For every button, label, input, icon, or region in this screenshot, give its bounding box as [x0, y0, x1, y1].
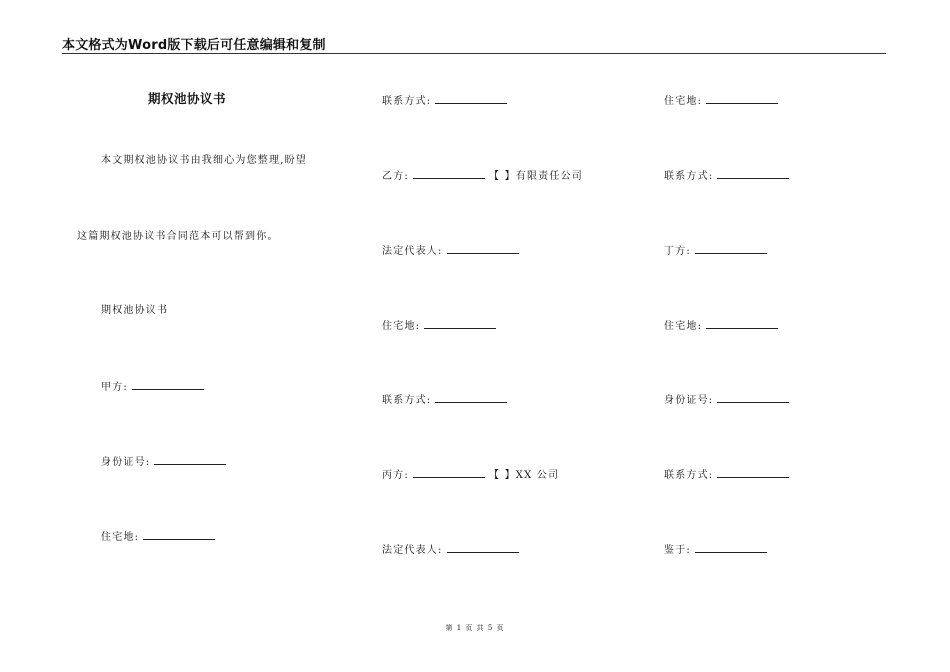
header-notice: 本文格式为Word版下载后可任意编辑和复制	[62, 38, 326, 53]
address-row-c	[664, 93, 778, 109]
address-label: 住宅地:	[382, 321, 421, 332]
address-blank	[706, 318, 778, 329]
address-blank	[424, 318, 496, 329]
party-c-company: 【 】XX 公司	[488, 470, 560, 481]
id-number-blank	[154, 454, 226, 465]
page-footer: 第 1 页 共 5 页	[445, 624, 505, 632]
id-number-label: 身份证号:	[101, 457, 151, 468]
contact-label: 联系方式:	[664, 171, 714, 182]
id-number-row	[101, 454, 226, 470]
party-a-label: 甲方:	[101, 382, 128, 393]
contact-row-1	[382, 93, 507, 109]
legal-rep-blank	[447, 243, 519, 254]
whereas-label: 鉴于:	[664, 545, 691, 556]
legal-rep-blank	[447, 542, 519, 553]
address-label: 住宅地:	[664, 96, 703, 107]
id-number-row-d	[664, 392, 789, 408]
whereas-blank	[695, 542, 767, 553]
party-b-blank	[413, 168, 485, 179]
contact-blank	[435, 392, 507, 403]
contact-blank	[435, 93, 507, 104]
page-header	[62, 33, 886, 54]
party-b-company: 【 】有限责任公司	[488, 171, 583, 182]
party-c-row	[382, 467, 559, 483]
address-blank	[143, 529, 215, 540]
party-d-label: 丁方:	[664, 246, 691, 257]
contact-row-2	[382, 392, 507, 408]
contact-label: 联系方式:	[382, 96, 432, 107]
party-a-row	[101, 379, 204, 395]
document-title: 期权池协议书	[148, 91, 227, 106]
party-c-label: 丙方:	[382, 470, 409, 481]
party-d-blank	[695, 243, 767, 254]
contact-blank	[717, 168, 789, 179]
party-a-blank	[132, 379, 204, 390]
document-subtitle: 期权池协议书	[101, 305, 169, 316]
intro-line-2: 这篇期权池协议书合同范本可以帮到你。	[77, 231, 279, 242]
legal-rep-row-1	[382, 243, 519, 259]
party-b-row	[382, 168, 583, 184]
contact-row-d	[664, 467, 789, 483]
whereas-row	[664, 542, 767, 558]
legal-rep-label: 法定代表人:	[382, 246, 443, 257]
address-row-b	[382, 318, 496, 334]
contact-label: 联系方式:	[382, 395, 432, 406]
address-row-d	[664, 318, 778, 334]
address-row	[101, 529, 215, 545]
id-number-label: 身份证号:	[664, 395, 714, 406]
party-b-label: 乙方:	[382, 171, 409, 182]
id-number-blank	[717, 392, 789, 403]
address-blank	[706, 93, 778, 104]
party-c-blank	[413, 467, 485, 478]
party-d-row	[664, 243, 767, 259]
legal-rep-label: 法定代表人:	[382, 545, 443, 556]
address-label: 住宅地:	[664, 321, 703, 332]
legal-rep-row-2	[382, 542, 519, 558]
contact-row-c	[664, 168, 789, 184]
address-label: 住宅地:	[101, 532, 140, 543]
contact-blank	[717, 467, 789, 478]
contact-label: 联系方式:	[664, 470, 714, 481]
intro-line-1: 本文期权池协议书由我细心为您整理,盼望	[101, 155, 307, 166]
